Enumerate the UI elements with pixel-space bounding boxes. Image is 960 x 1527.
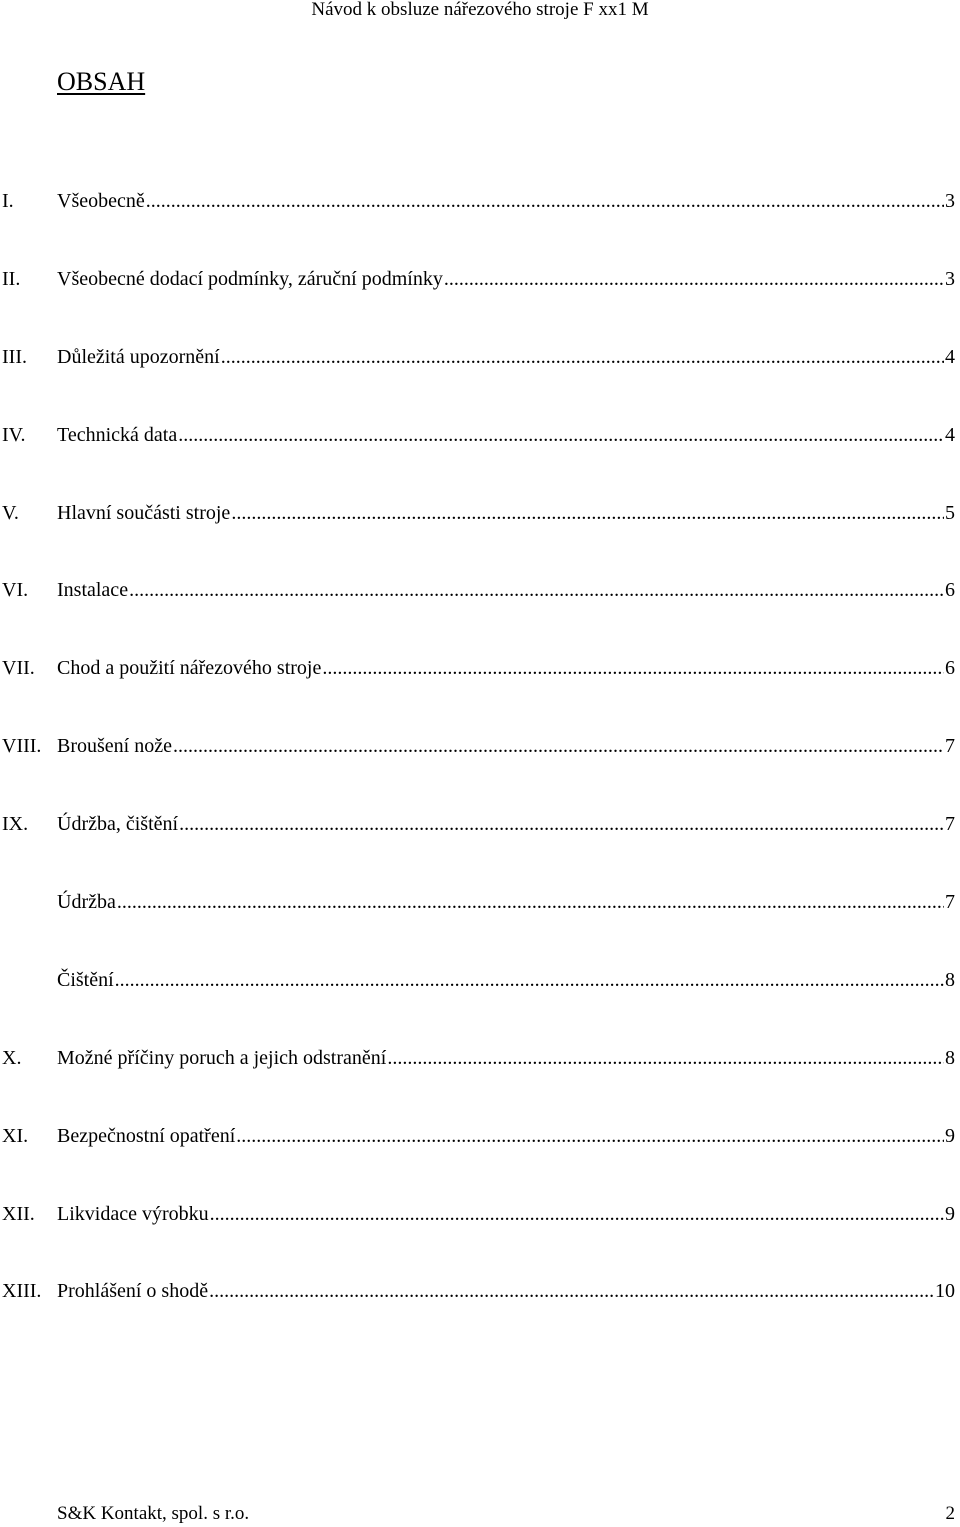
toc-entry-number: IV. [2,423,26,446]
toc-entry[interactable] [0,731,960,809]
toc-entry-text: Prohlášení o shodě [57,1280,209,1303]
toc-entry-page: 9 [945,1202,955,1225]
toc-entry[interactable] [0,653,960,731]
toc-leader-dots [444,264,944,294]
toc-entry-text: Údržba, čištění [57,813,179,836]
toc-entry-page: 9 [945,1124,955,1147]
toc-entry[interactable] [0,1121,960,1199]
toc-entry-number: V. [2,501,19,524]
toc-leader-dots [322,653,944,683]
toc-entry-number: IX. [2,813,29,836]
toc-leader-dots [210,1199,944,1229]
toc-entry-number: I. [2,190,14,212]
toc-entry-page: 3 [945,190,955,212]
toc-entry-page: 4 [945,423,955,446]
toc-entry-text: Možné příčiny poruch a jejich odstranění [57,1046,387,1069]
toc-entry-text: Likvidace výrobku [57,1202,209,1225]
toc-leader-dots [117,887,944,917]
toc-subentry[interactable] [0,887,960,965]
toc-entry[interactable] [0,809,960,887]
toc-entry-page: 3 [945,267,955,290]
header-title: Návod k obsluze nářezového stroje F xx1 M [311,0,649,20]
toc-subentry[interactable] [0,965,960,1043]
toc-entry-text: Chod a použití nářezového stroje [57,657,322,680]
toc-leader-dots [236,1121,944,1151]
toc-entry-number: X. [2,1046,22,1069]
page-header [0,0,960,20]
toc-entry-number: VIII. [2,735,42,758]
page-footer [57,1502,955,1526]
toc-entry-number: XIII. [2,1280,42,1303]
toc-entry-page: 7 [945,813,955,836]
toc-entry-page: 4 [945,345,955,368]
table-of-contents [0,186,960,1354]
toc-entry-text: Důležitá upozornění [57,345,220,368]
toc-entry-page: 5 [945,501,955,524]
toc-entry-page: 7 [945,735,955,758]
toc-entry[interactable] [0,1276,960,1354]
toc-entry-page: 6 [945,657,955,680]
toc-entry[interactable] [0,342,960,420]
toc-entry[interactable] [0,264,960,342]
toc-entry-page: 8 [945,968,955,991]
toc-leader-dots [221,342,944,372]
toc-entry-text: Instalace [57,579,129,602]
toc-entry-text: Údržba [57,891,116,914]
toc-entry[interactable] [0,575,960,653]
toc-leader-dots [173,731,944,761]
toc-leader-dots [179,809,944,839]
toc-leader-dots [178,420,944,450]
footer-company: S&K Kontakt, spol. s r.o. [57,1503,250,1524]
toc-entry[interactable] [0,1043,960,1121]
toc-entry-text: Broušení nože [57,735,172,758]
toc-leader-dots [115,965,944,995]
toc-entry[interactable] [0,498,960,576]
toc-leader-dots [387,1043,944,1073]
toc-entry-number: VII. [2,657,35,680]
toc-leader-dots [231,498,944,528]
toc-entry[interactable] [0,420,960,498]
footer-page-number: 2 [945,1503,955,1524]
toc-leader-dots [209,1276,934,1306]
toc-entry[interactable] [0,186,960,264]
toc-entry-number: XI. [2,1124,29,1147]
toc-entry-page: 8 [945,1046,955,1069]
toc-entry[interactable] [0,1199,960,1277]
toc-entry-text: Technická data [57,423,178,446]
toc-title: OBSAH [57,67,146,96]
toc-leader-dots [129,575,944,605]
toc-entry-text: Bezpečnostní opatření [57,1124,236,1147]
toc-entry-number: II. [2,267,21,290]
toc-entry-text: Všeobecně [57,190,145,212]
toc-entry-number: XII. [2,1202,35,1225]
toc-entry-page: 6 [945,579,955,602]
toc-entry-number: III. [2,345,27,368]
toc-entry-text: Čištění [57,968,114,991]
toc-entry-text: Všeobecné dodací podmínky, záruční podmínky [57,267,443,290]
toc-leader-dots [146,186,944,216]
toc-entry-number: VI. [2,579,29,602]
toc-entry-page: 10 [935,1280,955,1303]
toc-entry-page: 7 [945,891,955,914]
toc-entry-text: Hlavní součásti stroje [57,501,231,524]
